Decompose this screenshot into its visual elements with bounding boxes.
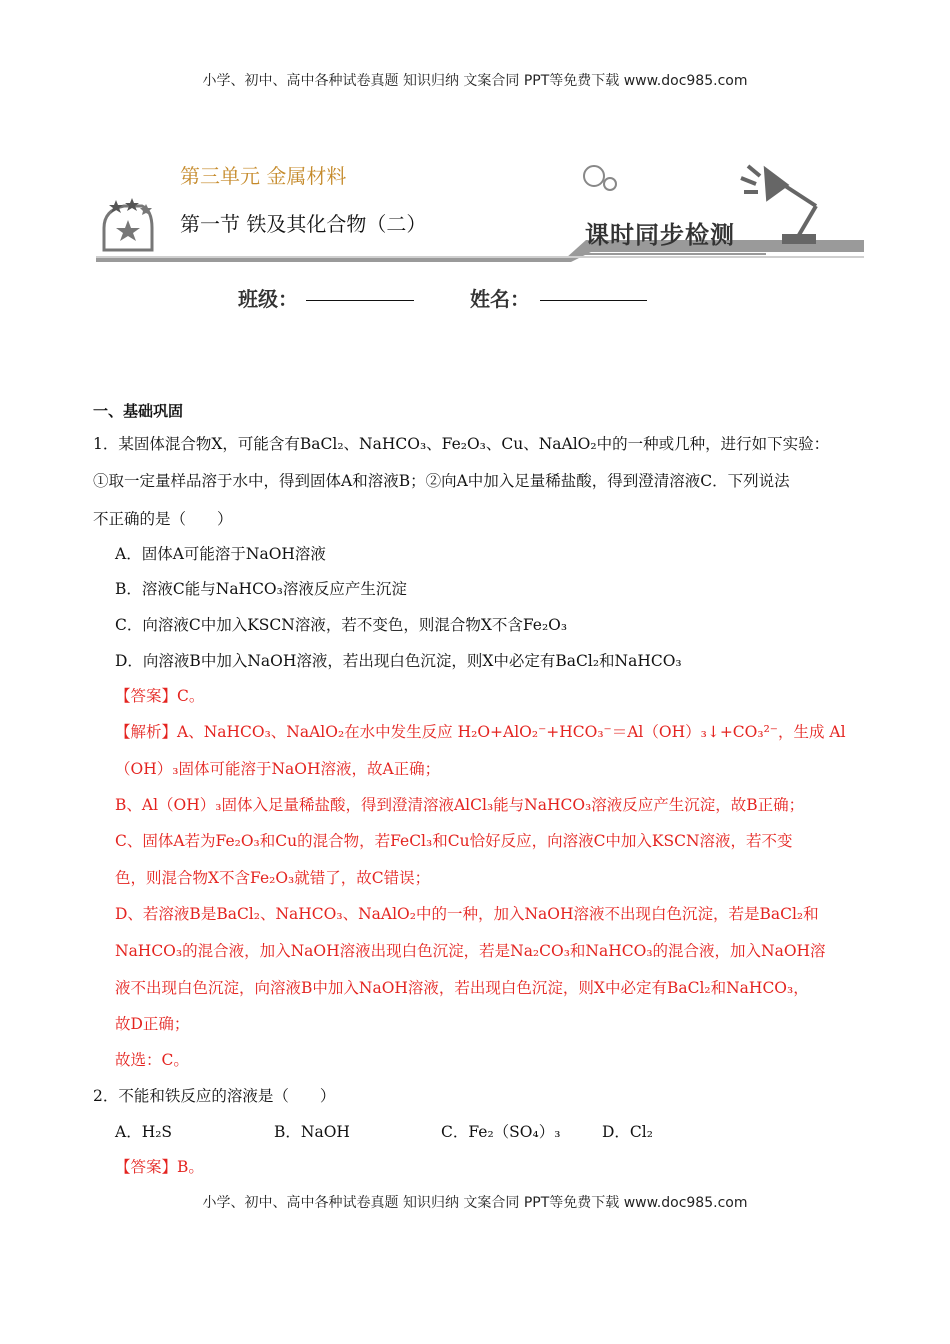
page-footer: 小学、初中、高中各种试卷真题 知识归纳 文案合同 PPT等免费下载 www.doc985.com <box>202 1195 748 1211</box>
q2-option-b: B．NaOH <box>274 1123 350 1141</box>
name-blank[interactable] <box>540 300 647 301</box>
class-blank[interactable] <box>306 300 414 301</box>
q2-option-a: A．H₂S <box>115 1123 173 1141</box>
q1-explanation-line4: C、固体A若为Fe₂O₃和Cu的混合物，若FeCl₃和Cu恰好反应，向溶液C中加入KSCN溶液，若不变 <box>115 832 793 850</box>
q2-answer: 【答案】B。 <box>115 1158 204 1176</box>
q1-answer: 【答案】C。 <box>115 687 205 705</box>
page-header: 小学、初中、高中各种试卷真题 知识归纳 文案合同 PPT等免费下载 www.doc985.com <box>202 73 748 89</box>
q1-explanation-line10: 故选：C。 <box>115 1051 189 1069</box>
q2-stem: 2．不能和铁反应的溶液是（ ） <box>93 1087 336 1105</box>
q1-stem-line1: 1．某固体混合物X，可能含有BaCl₂、NaHCO₃、Fe₂O₃、Cu、NaAlO₂中的一种或几种，进行如下实验： <box>93 435 830 453</box>
name-label: 姓名： <box>470 287 530 311</box>
desk-lamp-icon <box>741 166 816 242</box>
q1-option-c: C．向溶液C中加入KSCN溶液，若不变色，则混合物X不含Fe₂O₃ <box>115 616 568 634</box>
q1-explanation-line6: D、若溶液B是BaCl₂、NaHCO₃、NaAlO₂中的一种，加入NaOH溶液不出现白色沉淀，若是BaCl₂和 <box>115 905 819 923</box>
class-label: 班级： <box>238 287 298 311</box>
q1-explanation-line1: 【解析】A、NaHCO₃、NaAlO₂在水中发生反应 H₂O+AlO₂⁻+HCO₃⁻＝Al（OH）₃↓+CO₃²⁻，生成 Al <box>115 723 846 741</box>
q2-option-c: C．Fe₂（SO₄）₃ <box>441 1123 561 1141</box>
q1-explanation-line7: NaHCO₃的混合液，加入NaOH溶液出现白色沉淀，若是Na₂CO₃和NaHCO₃的混合液，加入NaOH溶 <box>115 942 826 960</box>
q1-option-b: B．溶液C能与NaHCO₃溶液反应产生沉淀 <box>115 580 407 598</box>
star-badge-icon <box>104 198 152 250</box>
q1-option-d: D．向溶液B中加入NaOH溶液，若出现白色沉淀，则X中必定有BaCl₂和NaHCO₃ <box>115 652 682 670</box>
q1-option-a: A．固体A可能溶于NaOH溶液 <box>115 545 326 563</box>
unit-title: 第三单元 金属材料 <box>180 164 347 188</box>
q1-explanation-line2: （OH）₃固体可能溶于NaOH溶液，故A正确； <box>115 760 441 778</box>
q1-explanation-line9: 故D正确； <box>115 1015 190 1033</box>
banner-graphic <box>96 140 864 265</box>
q1-explanation-line8: 液不出现白色沉淀，向溶液B中加入NaOH溶液，若出现白色沉淀，则X中必定有BaCl₂和NaHCO₃， <box>115 979 809 997</box>
bubble-icon <box>584 166 604 186</box>
sync-check-stamp: 课时同步检测 <box>585 221 735 249</box>
q1-stem-line3: 不正确的是（ ） <box>93 510 233 528</box>
q1-explanation-line5: 色，则混合物X不含Fe₂O₃就错了，故C错误； <box>115 869 431 887</box>
q1-stem-line2: ①取一定量样品溶于水中，得到固体A和溶液B；②向A中加入足量稀盐酸，得到澄清溶液C．下列说法 <box>93 472 790 490</box>
banner-stripe <box>96 240 864 262</box>
section-title: 第一节 铁及其化合物（二） <box>180 212 427 236</box>
q2-option-d: D．Cl₂ <box>602 1123 653 1141</box>
part-title: 一、基础巩固 <box>93 402 184 420</box>
q1-explanation-line3: B、Al（OH）₃固体入足量稀盐酸，得到澄清溶液AlCl₃能与NaHCO₃溶液反应产生沉淀，故B正确； <box>115 796 805 814</box>
